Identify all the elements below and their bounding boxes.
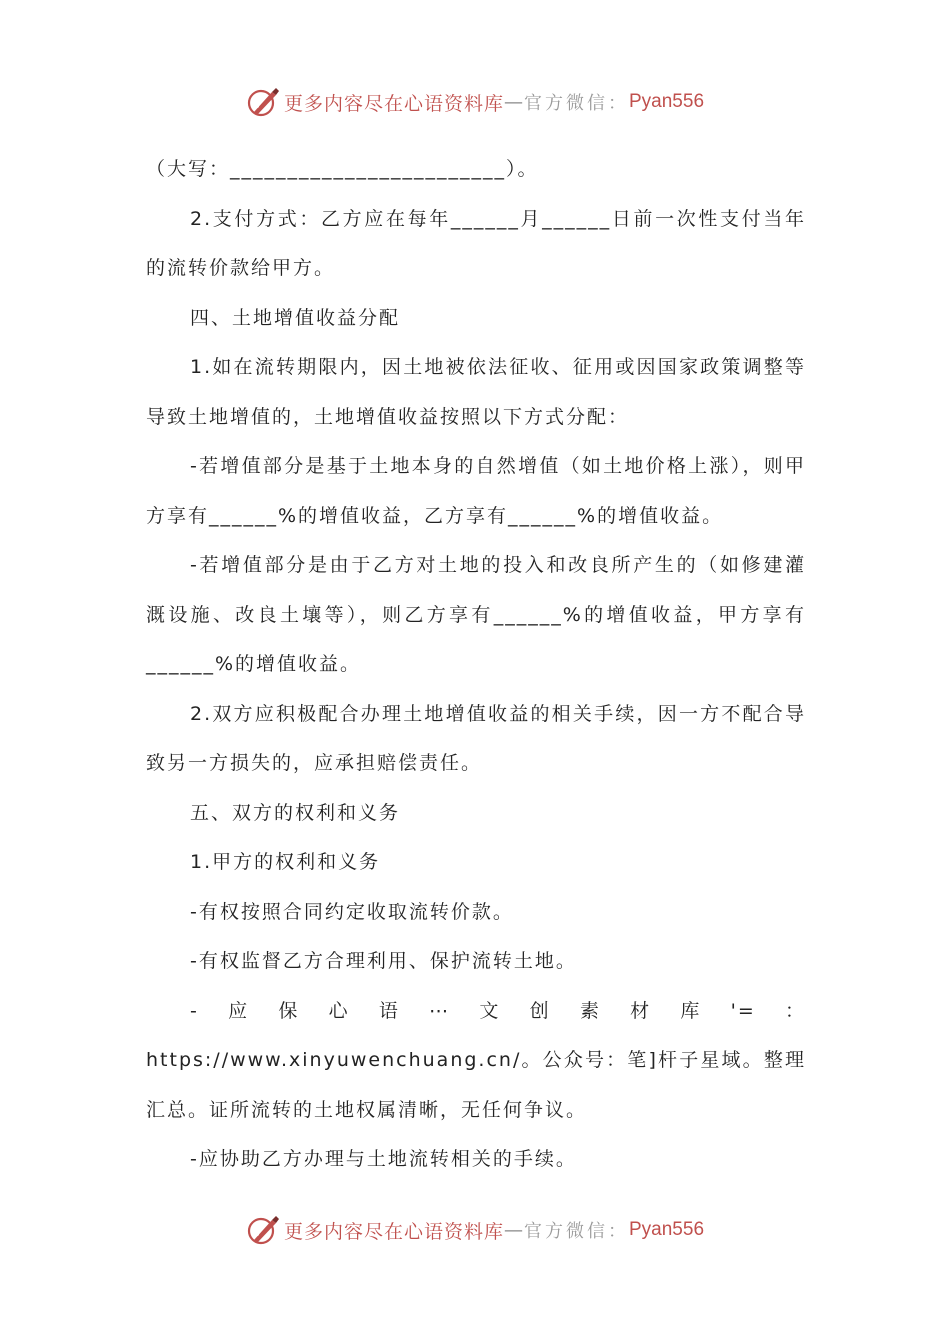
list-item: -有权监督乙方合理利用、保护流转土地。 [190,950,577,972]
paragraph-amount-uppercase: （大写：________________________）。 [146,158,539,180]
paragraph-value-added-clause-1: 1.如在流转期限内，因土地被依法征收、征用或因国家政策调整等导致土地增值的，土地增值收益按照以下方式分配： [146,356,806,428]
banner-wechat-id: Pyan556 [629,91,705,112]
paragraph-improvement-appreciation: -若增值部分是由于乙方对土地的投入和改良所产生的（如修建灌溉设施、改良土壤等），则乙方享有______%的增值收益，甲方享有______%的增值收益。 [146,554,806,675]
list-item: -应保心语⋯文创素材库'=：https://www.xinyuwenchuang.cn/。公众号：笔]杆子星域。整理汇总。证所流转的土地权属清晰，无任何争议。 [146,999,806,1121]
banner-separator: — [504,91,524,113]
banner-wechat-label: 官方微信： [524,1221,629,1242]
section-heading-rights-obligations: 五、双方的权利和义务 [190,801,401,824]
banner-wechat-id: Pyan556 [629,1219,705,1240]
banner-text: 更多内容尽在心语资料库 [283,92,504,115]
section-heading-value-added: 四、土地增值收益分配 [190,306,401,329]
paragraph-natural-appreciation: -若增值部分是基于土地本身的自然增值（如土地价格上涨），则甲方享有______%的增值收益，乙方享有______%的增值收益。 [146,455,806,527]
banner-text: 更多内容尽在心语资料库 [283,1220,504,1243]
list-item: -应协助乙方办理与土地流转相关的手续。 [190,1148,577,1170]
header-banner [0,82,950,122]
paragraph-payment-method: 2.支付方式：乙方应在每年______月______日前一次性支付当年的流转价款给甲方。 [146,207,806,279]
paragraph-value-added-clause-2: 2.双方应积极配合办理土地增值收益的相关手续，因一方不配合导致另一方损失的，应承担赔偿责任。 [146,702,806,774]
document-body [146,145,806,1185]
footer-banner [0,1210,950,1250]
banner-wechat-label: 官方微信： [524,93,629,114]
subheading-party-a-rights: 1.甲方的权利和义务 [190,851,381,873]
pen-logo-icon [246,85,280,119]
list-item: -有权按照合同约定收取流转价款。 [190,900,514,923]
pen-logo-icon [246,1213,280,1247]
banner-separator: — [504,1219,524,1241]
